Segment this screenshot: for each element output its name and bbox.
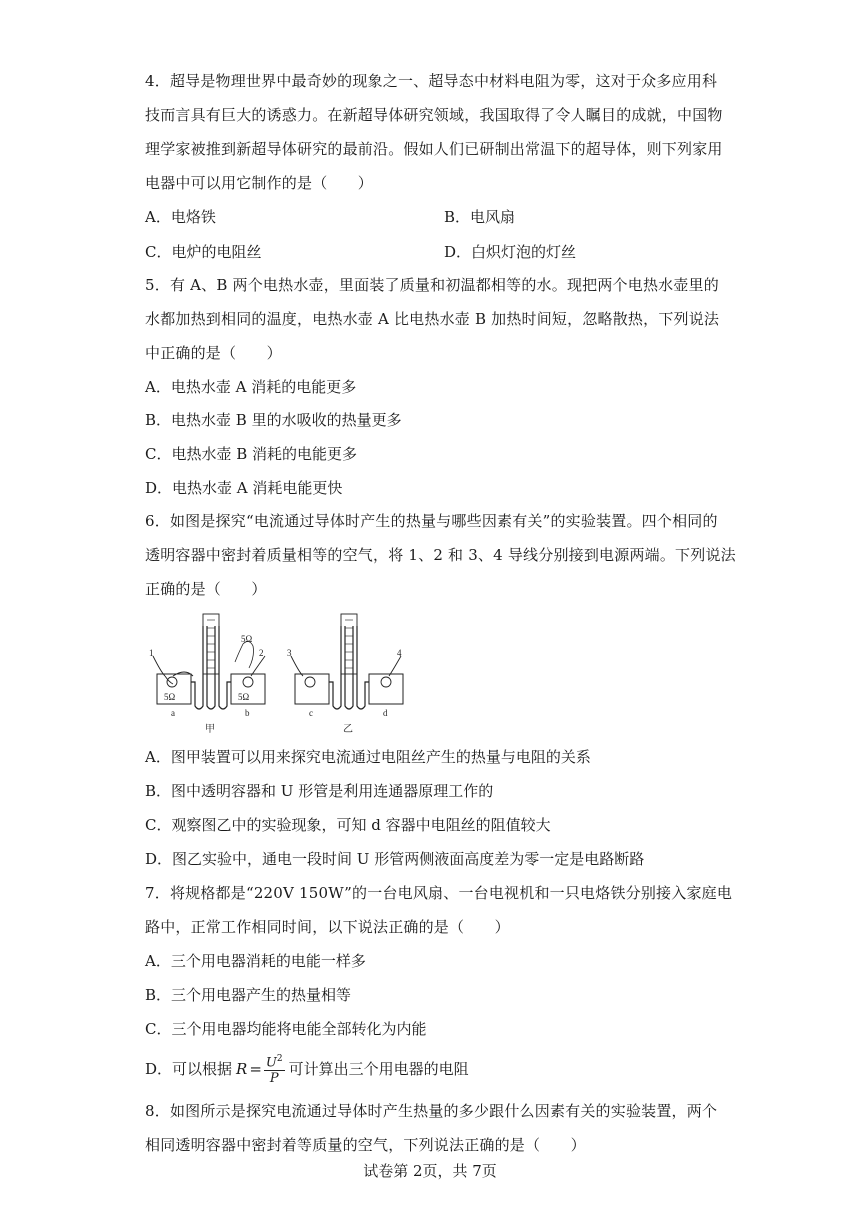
formula-exponent: 2 bbox=[276, 1053, 283, 1064]
q5-option-c: C．电热水壶 B 消耗的电能更多 bbox=[145, 445, 358, 463]
figure-caption-yi: 乙 bbox=[343, 724, 353, 735]
q6-option-c: C．观察图乙中的实验现象，可知 d 容器中电阻丝的阻值较大 bbox=[145, 816, 551, 834]
q6-stem-line-2: 透明容器中密封着质量相等的空气，将 1、2 和 3、4 导线分别接到电源两端。下列说法 bbox=[145, 546, 736, 564]
q4-option-d: D．白炽灯泡的灯丝 bbox=[444, 243, 577, 261]
q7-stem-line-1: 7．将规格都是“220V 150W”的一台电风扇、一台电视机和一只电烙铁分别接入家庭电 bbox=[145, 884, 733, 902]
wire-label-3: 3 bbox=[287, 648, 292, 658]
q5-stem-line-3: 中正确的是（ ） bbox=[145, 344, 282, 362]
q5-stem-line-2: 水都加热到相同的温度，电热水壶 A 比电热水壶 B 加热时间短，忽略散热，下列说法 bbox=[145, 310, 720, 328]
q4-stem-line-1: 4．超导是物理世界中最奇妙的现象之一、超导态中材料电阻为零，这对于众多应用科 bbox=[145, 72, 718, 90]
q4-stem-line-3: 理学家被推到新超导体研究的最前沿。假如人们已研制出常温下的超导体，则下列家用 bbox=[145, 140, 723, 158]
wire-label-4: 4 bbox=[397, 648, 402, 658]
q6-stem-line-3: 正确的是（ ） bbox=[145, 580, 267, 598]
container-d-label: d bbox=[383, 708, 388, 718]
q7-option-b: B．三个用电器产生的热量相等 bbox=[145, 986, 352, 1004]
q4-stem-line-2: 技而言具有巨大的诱惑力。在新超导体研究领域，我国取得了令人瞩目的成就，中国物 bbox=[145, 106, 723, 124]
formula-equals: = bbox=[249, 1059, 262, 1078]
q7-option-d-prefix: D．可以根据 bbox=[145, 1060, 233, 1078]
q5-option-a: A．电热水壶 A 消耗的电能更多 bbox=[145, 378, 357, 396]
q4-stem-line-4: 电器中可以用它制作的是（ ） bbox=[145, 174, 374, 192]
q7-stem-line-2: 路中，正常工作相同时间，以下说法正确的是（ ） bbox=[145, 918, 510, 936]
q8-stem-line-2: 相同透明容器中密封着等质量的空气，下列说法正确的是（ ） bbox=[145, 1136, 586, 1154]
q7-option-d bbox=[145, 1051, 469, 1087]
q6-experiment-figure bbox=[145, 612, 415, 744]
q6-option-b: B．图中透明容器和 U 形管是利用连通器原理工作的 bbox=[145, 782, 494, 800]
q7-option-c: C．三个用电器均能将电能全部转化为内能 bbox=[145, 1020, 427, 1038]
q4-option-b: B．电风扇 bbox=[444, 208, 516, 226]
q6-option-d: D．图乙实验中，通电一段时间 U 形管两侧液面高度差为零一定是电路断路 bbox=[145, 850, 645, 868]
q6-option-a: A．图甲装置可以用来探究电流通过电阻丝产生的热量与电阻的关系 bbox=[145, 748, 591, 766]
formula-lhs: R bbox=[236, 1059, 248, 1078]
q7-formula bbox=[236, 1052, 285, 1086]
q8-stem-line-1: 8．如图所示是探究电流通过导体时产生热量的多少跟什么因素有关的实验装置，两个 bbox=[145, 1102, 718, 1120]
q4-option-a: A．电烙铁 bbox=[145, 208, 216, 226]
q4-option-c: C．电炉的电阻丝 bbox=[145, 243, 262, 261]
q5-option-d: D．电热水壶 A 消耗电能更快 bbox=[145, 479, 343, 497]
external-resistor-label: 5Ω bbox=[241, 634, 253, 644]
wire-label-1: 1 bbox=[149, 648, 154, 658]
resistor-a-label: 5Ω bbox=[164, 692, 176, 702]
figure-caption-jia: 甲 bbox=[205, 724, 215, 735]
q7-option-d-suffix: 可计算出三个用电器的电阻 bbox=[288, 1060, 469, 1078]
wire-label-2: 2 bbox=[259, 648, 264, 658]
container-a-label: a bbox=[171, 708, 175, 718]
formula-numerator: U bbox=[265, 1055, 277, 1071]
container-b-label: b bbox=[245, 708, 250, 718]
resistor-b-label: 5Ω bbox=[238, 692, 250, 702]
q5-stem-line-1: 5．有 A、B 两个电热水壶，里面装了质量和初温都相等的水。现把两个电热水壶里的 bbox=[145, 276, 719, 294]
page-footer: 试卷第 2页，共 7页 bbox=[363, 1162, 497, 1180]
q6-stem-line-1: 6．如图是探究“电流通过导体时产生的热量与哪些因素有关”的实验装置。四个相同的 bbox=[145, 512, 718, 530]
formula-denominator: P bbox=[269, 1071, 279, 1087]
q5-option-b: B．电热水壶 B 里的水吸收的热量更多 bbox=[145, 411, 402, 429]
q7-option-a: A．三个用电器消耗的电能一样多 bbox=[145, 952, 366, 970]
container-c-label: c bbox=[309, 708, 313, 718]
